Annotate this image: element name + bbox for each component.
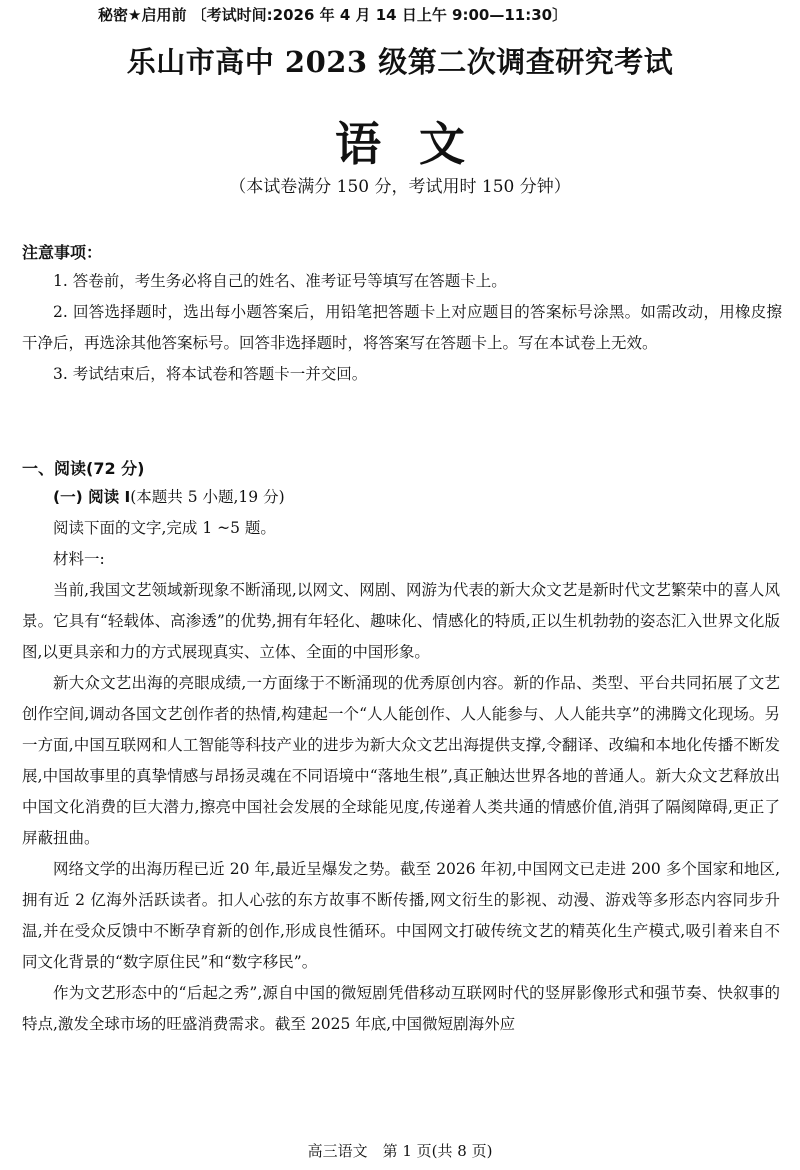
- subject-title: 语文: [335, 117, 503, 171]
- reading-subheading: [22, 482, 780, 513]
- reading-subheading-label: (一) 阅读 I: [53, 488, 131, 506]
- notice-list: [22, 266, 782, 390]
- reading-passage: [22, 482, 780, 1040]
- notice-heading: 注意事项：: [22, 243, 103, 262]
- passage-paragraph: 新大众文艺出海的亮眼成绩,一方面缘于不断涌现的优秀原创内容。新的作品、类型、平台共同拓展了文艺创作空间,调动各国文艺创作者的热情,构建起一个“人人能创作、人人能参与、人人能共享”的沸腾文化现场。另一方面,中国互联网和人工智能等科技产业的进步为新大众文艺出海提供支撑,令翻译、改编和本地化传播不断发展,中国故事里的真挚情感与昂扬灵魂在不同语境中“落地生根”,真正触达世界各地的普通人。新大众文艺释放出中国文化消费的巨大潜力,擦亮中国社会发展的全球能见度,传递着人类共通的情感价值,消弭了隔阂障碍,更正了屏蔽扭曲。: [22, 674, 780, 847]
- score-note: （本试卷满分 150 分，考试用时 150 分钟）: [229, 177, 571, 197]
- reading-instruction: 阅读下面的文字,完成 1 ~5 题。: [53, 519, 276, 537]
- notice-item: 3. 考试结束后，将本试卷和答题卡一并交回。: [53, 365, 368, 383]
- section-heading: 一、阅读(72 分): [22, 459, 145, 478]
- passage-paragraph: 网络文学的出海历程已近 20 年,最近呈爆发之势。截至 2026 年初,中国网文已走进 200 多个国家和地区,拥有近 2 亿海外活跃读者。扣人心弦的东方故事不断传播,网文衍生的影视、动漫、游戏等多形态内容同步升温,并在受众反馈中不断孕育新的创作,形成良性循环。中国网文打破传统文艺的精英化生产模式,吸引着来自不同文化背景的“数字原住民”和“数字移民”。: [22, 860, 780, 971]
- notice-item: 1. 答卷前，考生务必将自己的姓名、准考证号等填写在答题卡上。: [53, 272, 507, 290]
- reading-subheading-detail: (本题共 5 小题,19 分): [130, 488, 285, 506]
- notice-item: 2. 回答选择题时，选出每小题答案后，用铅笔把答题卡上对应题目的答案标号涂黑。如需改动，用橡皮擦干净后，再选涂其他答案标号。回答非选择题时，将答案写在答题卡上。写在本试卷上无效。: [22, 303, 782, 352]
- passage-paragraph: 作为文艺形态中的“后起之秀”,源自中国的微短剧凭借移动互联网时代的竖屏影像形式和强节奏、快叙事的特点,激发全球市场的旺盛消费需求。截至 2025 年底,中国微短剧海外应: [22, 984, 780, 1033]
- passage-paragraph: 当前,我国文艺领域新现象不断涌现,以网文、网剧、网游为代表的新大众文艺是新时代文艺繁荣中的喜人风景。它具有“轻载体、高渗透”的优势,拥有年轻化、趣味化、情感化的特质,正以生机勃勃的姿态汇入世界文化版图,以更具亲和力的方式展现真实、立体、全面的中国形象。: [22, 581, 780, 661]
- exam-title: 乐山市高中 2023 级第二次调查研究考试: [126, 45, 674, 79]
- confidential-notice: 秘密★启用前 〔考试时间:2026 年 4 月 14 日上午 9:00—11:30〕: [98, 6, 568, 24]
- material-label: 材料一:: [53, 550, 105, 568]
- page-footer: 高三语文 第 1 页(共 8 页): [307, 1142, 493, 1160]
